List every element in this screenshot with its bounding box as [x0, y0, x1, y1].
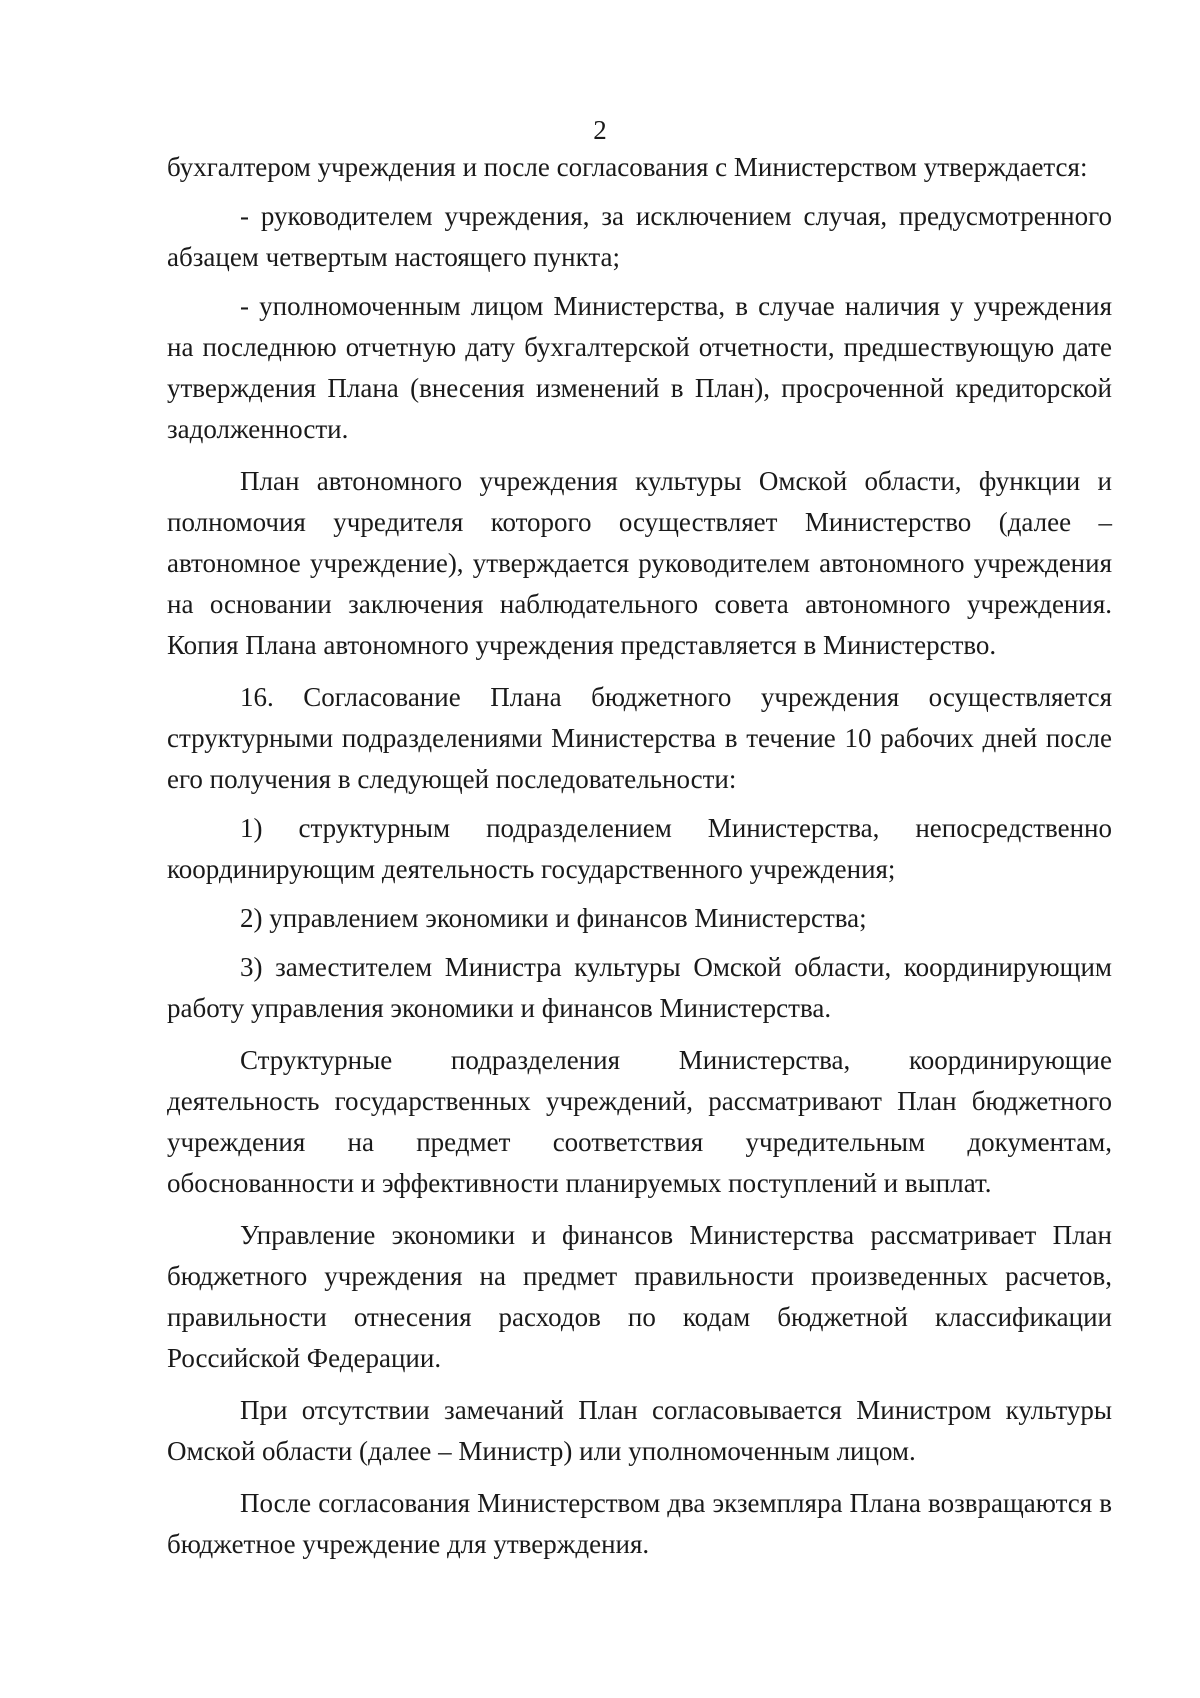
paragraph-autonomous-plan: План автономного учреждения культуры Омской области, функции и полномочия учредителя которого осуществляет Министерство (далее – автономное учреждение), утверждается руководителем автономного учреждения на основании заключения наблюдательного совета автономного учреждения. Копия Плана автономного учреждения представляется в Министерство. [167, 466, 1112, 660]
paragraph-list-item-head: - руководителем учреждения, за исключением случая, предусмотренного абзацем четвертым настоящего пункта; [167, 201, 1112, 272]
paragraph-structural-review: Структурные подразделения Министерства, координирующие деятельность государственных учреждений, рассматривают План бюджетного учреждения на предмет соответствия учредительным документам, обоснованности и эффективности планируемых поступлений и выплат. [167, 1045, 1112, 1198]
paragraph-step-2: 2) управлением экономики и финансов Министерства; [240, 903, 867, 933]
paragraph-step-3: 3) заместителем Министра культуры Омской области, координирующим работу управления экономики и финансов Министерства. [167, 952, 1112, 1023]
document-body [167, 147, 1112, 1565]
paragraph-list-item-authorized: - уполномоченным лицом Министерства, в случае наличия у учреждения на последнюю отчетную дату бухгалтерской отчетности, предшествующую дате утверждения Плана (внесения изменений в План), просроченной кредиторской задолженности. [167, 291, 1112, 444]
paragraph-continuation: бухгалтером учреждения и после согласования с Министерством утверждается: [167, 152, 1088, 182]
paragraph-approval: При отсутствии замечаний План согласовывается Министром культуры Омской области (далее – Министр) или уполномоченным лицом. [167, 1395, 1112, 1466]
paragraph-clause-16: 16. Согласование Плана бюджетного учреждения осуществляется структурными подразделениями Министерства в течение 10 рабочих дней после его получения в следующей последовательности: [167, 682, 1112, 794]
paragraph-return: После согласования Министерством два экземпляра Плана возвращаются в бюджетное учреждение для утверждения. [167, 1488, 1112, 1559]
paragraph-finance-review: Управление экономики и финансов Министерства рассматривает План бюджетного учреждения на предмет правильности произведенных расчетов, правильности отнесения расходов по кодам бюджетной классификации Российской Федерации. [167, 1220, 1112, 1373]
page-number: 2 [593, 115, 607, 145]
paragraph-step-1: 1) структурным подразделением Министерства, непосредственно координирующим деятельность государственного учреждения; [167, 813, 1112, 884]
